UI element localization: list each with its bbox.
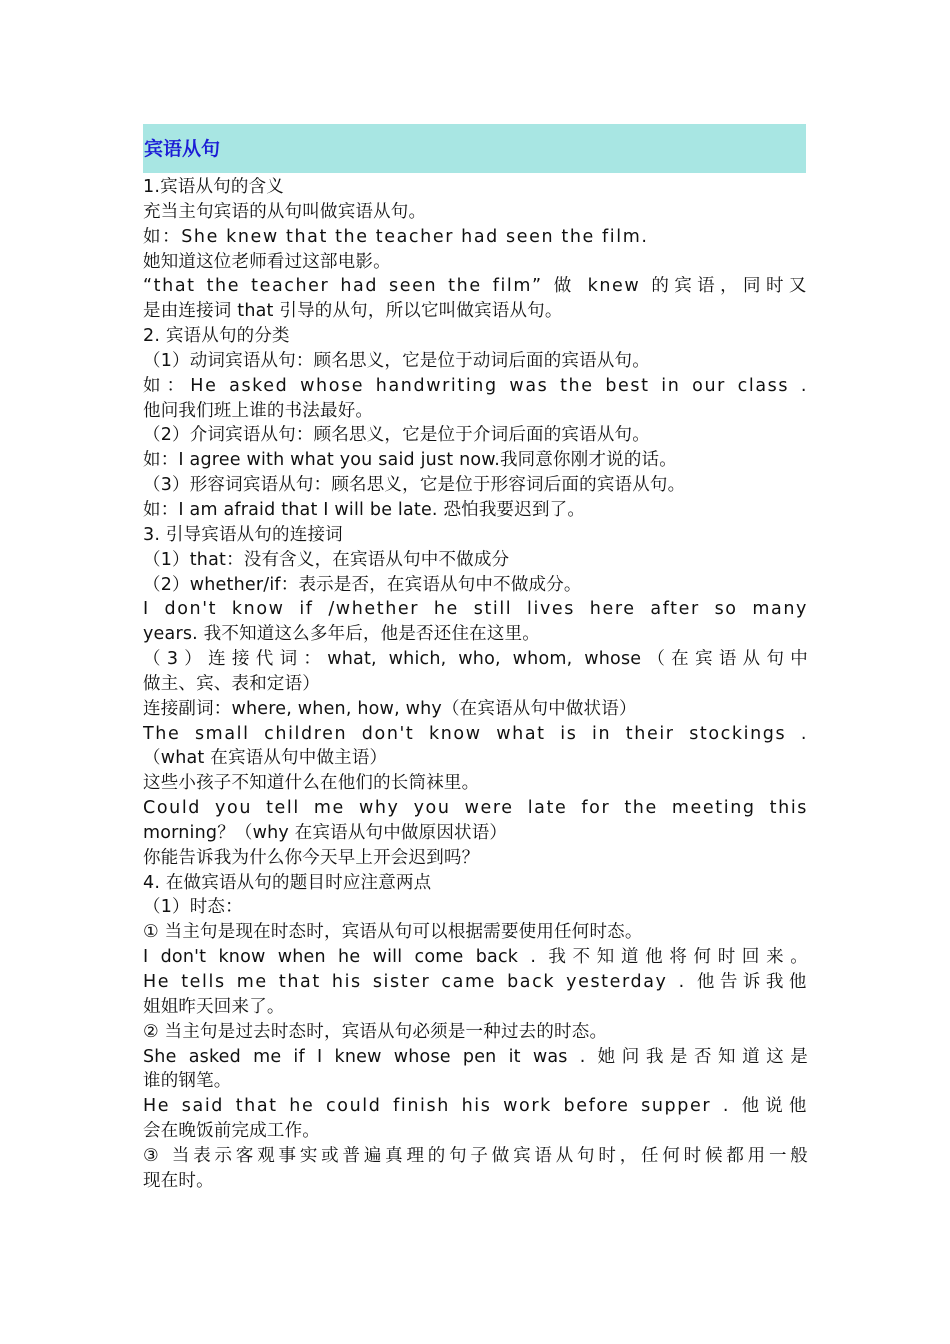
section-title: 宾语从句 (144, 138, 221, 160)
document-body (143, 175, 808, 1194)
text-line: 2. 宾语从句的分类 (143, 326, 290, 347)
text-line: He tells me that his sister came back yesterday . 他告诉我他 (143, 972, 808, 992)
text-line: ① 当主句是现在时态时，宾语从句可以根据需要使用任何时态。 (143, 922, 643, 943)
text-line: ② 当主句是过去时态时，宾语从句必须是一种过去的时态。 (143, 1021, 608, 1042)
text-line: 如：I am afraid that I will be late. 恐怕我要迟到了。 (143, 499, 586, 520)
text-line: He said that he could finish his work before supper . 他说他 (143, 1096, 808, 1117)
text-line: （3）连接代词：what, which, who, whom, whose（在宾语从句中 (143, 649, 808, 670)
text-line: 4. 在做宾语从句的题目时应注意两点 (143, 872, 432, 893)
text-line: （1）that：没有含义，在宾语从句中不做成分 (143, 549, 510, 570)
text-line: 如：She knew that the teacher had seen the film. (143, 226, 649, 247)
section-title-bar (143, 124, 806, 173)
text-line: She asked me if I knew whose pen it was . 她问我是否知道这是 (143, 1046, 808, 1067)
text-line: Could you tell me why you were late for the meeting this (143, 798, 808, 819)
text-line: 做主、宾、表和定语） (143, 673, 320, 694)
text-line: （2）介词宾语从句：顾名思义，它是位于介词后面的宾语从句。 (143, 425, 650, 446)
text-line: years. 我不知道这么多年后，他是否还住在这里。 (143, 624, 540, 645)
text-line: ③ 当表示客观事实或普遍真理的句子做宾语从句时，任何时候都用一般 (143, 1145, 808, 1166)
text-line: 充当主句宾语的从句叫做宾语从句。 (143, 201, 427, 222)
text-line: morning？（why 在宾语从句中做原因状语） (143, 822, 508, 843)
text-line: 她知道这位老师看过这部电影。 (143, 251, 391, 272)
text-line: 连接副词：where, when, how, why（在宾语从句中做状语） (143, 698, 637, 719)
text-line: （2）whether/if：表示是否，在宾语从句中不做成分。 (143, 574, 582, 595)
text-line: The small children don't know what is in their stockings . (143, 723, 808, 744)
text-line: 谁的钢笔。 (143, 1071, 232, 1092)
text-line: 姐姐昨天回来了。 (143, 996, 285, 1017)
text-line: 1.宾语从句的含义 (143, 177, 284, 197)
text-line: （1）动词宾语从句：顾名思义，它是位于动词后面的宾语从句。 (143, 350, 650, 371)
text-line: 你能告诉我为什么你今天早上开会迟到吗？ (143, 847, 480, 868)
text-line: I don't know if /whether he still lives here after so many (143, 599, 808, 620)
text-line: 这些小孩子不知道什么在他们的长筒袜里。 (143, 773, 480, 794)
text-line: （what 在宾语从句中做主语） (143, 748, 388, 769)
text-line: 他问我们班上谁的书法最好。 (143, 400, 374, 421)
text-line: （3）形容词宾语从句：顾名思义，它是位于形容词后面的宾语从句。 (143, 475, 686, 496)
text-line: （1）时态： (143, 897, 243, 918)
text-line: 3. 引导宾语从句的连接词 (143, 524, 343, 545)
text-line: 如：He asked whose handwriting was the best in our class . (143, 375, 808, 396)
text-line: 会在晚饭前完成工作。 (143, 1121, 320, 1142)
text-line: 现在时。 (143, 1170, 214, 1191)
text-line: 是由连接词 that 引导的从句，所以它叫做宾语从句。 (143, 301, 563, 322)
text-line: I don't know when he will come back . 我不知道他将何时回来。 (143, 947, 808, 968)
text-line: “that the teacher had seen the film” 做 knew 的宾语，同时又 (143, 276, 808, 297)
text-line: 如：I agree with what you said just now.我同意你刚才说的话。 (143, 450, 677, 471)
